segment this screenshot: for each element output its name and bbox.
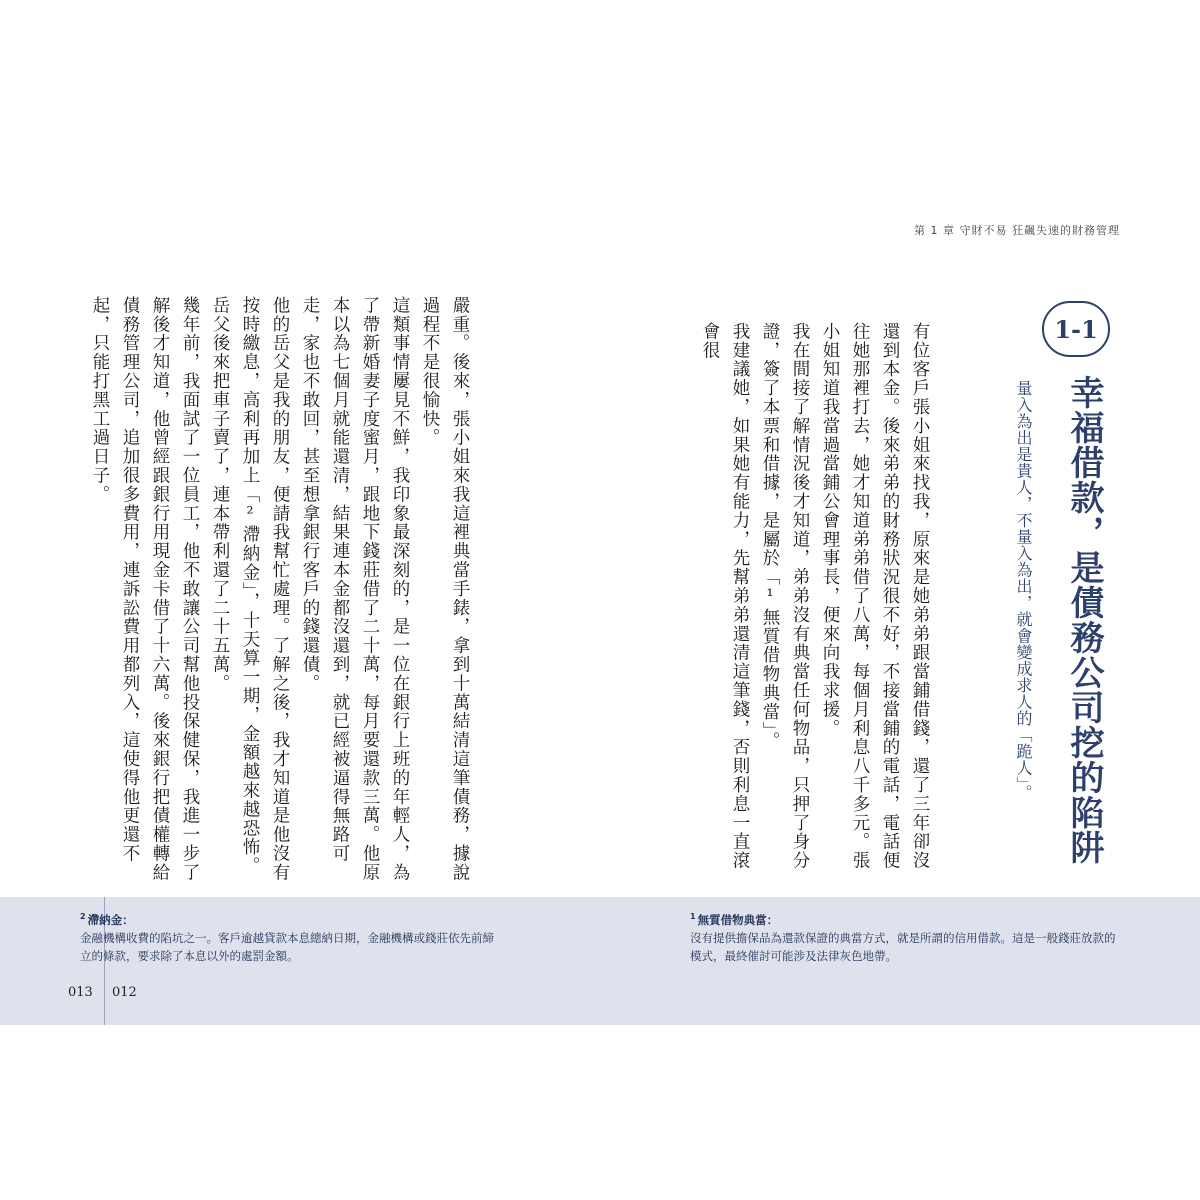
section-number-badge: 1-1 — [1042, 301, 1110, 357]
section-title: 幸福借款，是債務公司挖的陷阱 — [1064, 375, 1104, 865]
footnote-title: 無質借物典當： — [697, 912, 779, 927]
running-head: 第 1 章 守財不易 狂飆失速的財務管理 — [914, 224, 1120, 237]
page-number-left: 013 — [68, 985, 93, 1000]
paragraph: 嚴重。後來，張小姐來我這裡典當手錶，拿到十萬結清這筆債務，據說過程不是很愉快。 — [420, 296, 470, 882]
paragraph: 他的岳父是我的朋友，便請我幫忙處理。了解之後，我才知道是他沒有按時繳息，高利再加上「²滯納金」，十天算一期，金額越來越恐怖。岳父後來把車子賣了，連本帶利還了二十五萬。 — [210, 296, 290, 882]
paragraph: 我建議她，如果她有能力，先幫弟弟還清這筆錢，否則利息一直滾會很 — [700, 322, 750, 871]
footnote-text: 沒有提供擔保品為還款保證的典當方式，就是所謂的信用借款。這是一般錢莊放款的模式，最終催討可能涉及法律灰色地帶。 — [690, 930, 1116, 963]
paragraph: 我在間接了解情況後才知道，弟弟沒有典當任何物品，只押了身分證，簽了本票和借據，是屬於「¹無質借物典當」。 — [760, 322, 810, 871]
paragraph: 有位客戶張小姐來找我，原來是她弟弟跟當鋪借錢，還了三年卻沒還到本金。後來弟弟的財務狀況很不好，不接當鋪的電話，電話便往她那裡打去，她才知道弟弟借了八萬，每個月利息八千多元。張小姐知道我當過當鋪公會理事長，便來向我求援。 — [820, 322, 930, 871]
page-number-right: 012 — [112, 985, 137, 1000]
paragraph: 幾年前，我面試了一位員工，他不敢讓公司幫他投保健保，我進一步了解後才知道，他曾經跟銀行用現金卡借了十六萬。後來銀行把債權轉給債務管理公司，追加很多費用，連訴訟費用都列入，這使得他更還不起，只能打黑工過日子。 — [90, 296, 200, 882]
footnote-mark: 2 — [80, 912, 86, 921]
footnote-text: 金融機構收費的陷坑之一。客戶逾越貸款本息總納日期，金融機構或錢莊依先前締立的條款，要求除了本息以外的處罰金額。 — [80, 930, 494, 963]
section-subtitle: 量入為出是貴人，不量入為出，就會變成求人的「跪人」。 — [1014, 380, 1033, 801]
footnote-mark: 1 — [690, 912, 696, 921]
footnote-title: 滯納金： — [87, 912, 134, 927]
footnote-left — [80, 908, 500, 965]
left-page-body — [85, 296, 475, 882]
right-page-body — [695, 322, 935, 882]
paragraph: 這類事情屢見不鮮，我印象最深刻的，是一位在銀行上班的年輕人，為了帶新婚妻子度蜜月，跟地下錢莊借了二十萬，每月要還款三萬。他原本以為七個月就能還清，結果連本金都沒還到，就已經被逼得無路可走，家也不敢回，甚至想拿銀行客戶的錢還債。 — [300, 296, 410, 882]
footnote-right — [690, 908, 1120, 965]
